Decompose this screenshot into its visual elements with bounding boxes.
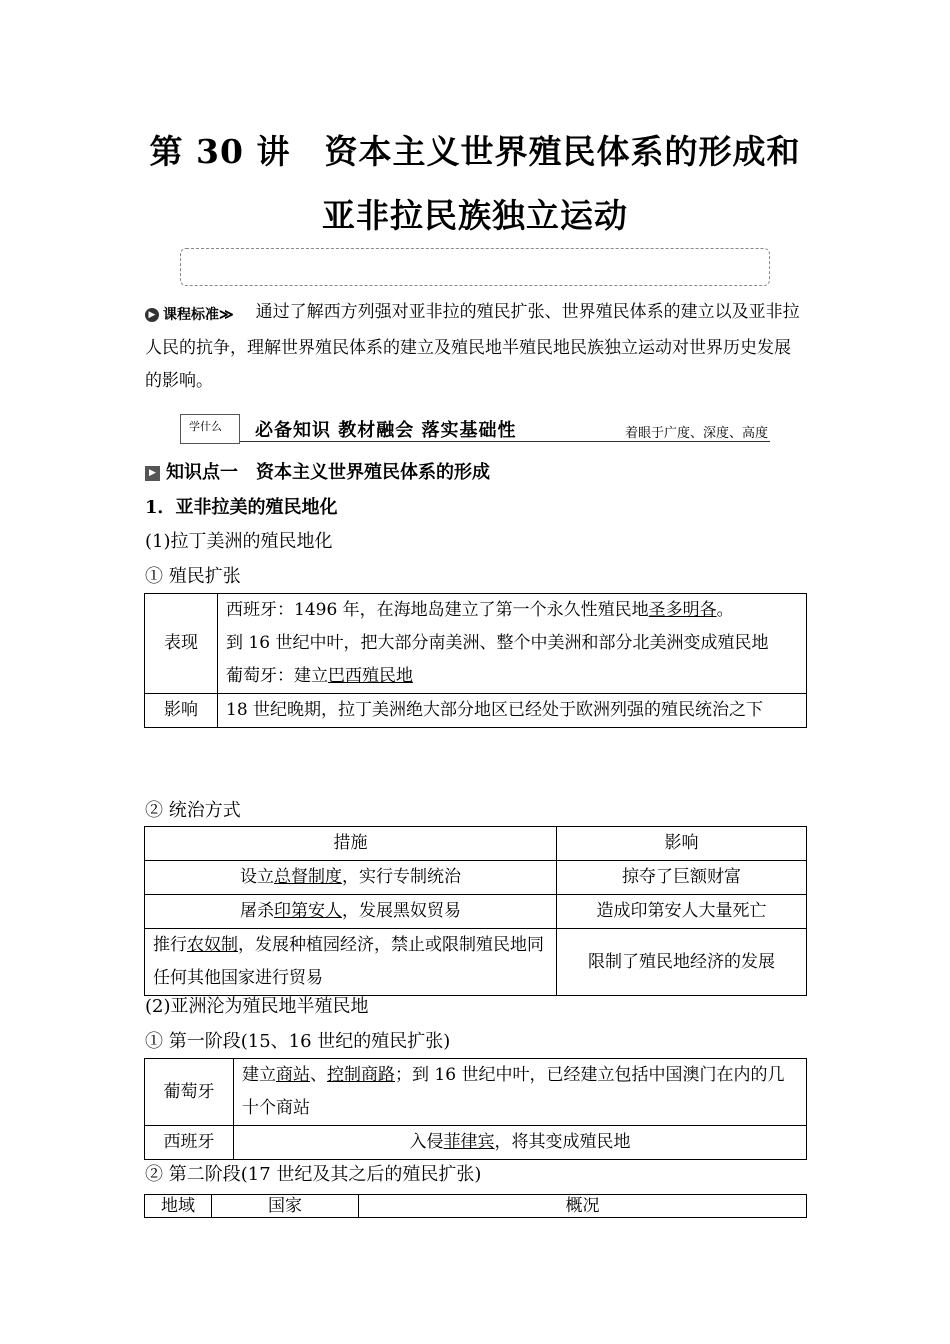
table-cell: 葡萄牙 [145, 1059, 234, 1126]
table-cell: 屠杀印第安人，发展黑奴贸易 [145, 895, 557, 929]
banner-divider [240, 441, 770, 442]
item-heading: ② 统治方式 [145, 800, 241, 821]
course-standard-badge: ▶ 课程标准 ≫ [145, 299, 234, 332]
item-heading: ① 第一阶段(15、16 世纪的殖民扩张) [145, 1031, 451, 1052]
table-cell: 建立商站、控制商路；到 16 世纪中叶，已经建立包括中国澳门在内的几十个商站 [234, 1059, 807, 1126]
banner-logo: 学什么 [180, 414, 240, 444]
item-heading: ② 第二阶段(17 世纪及其之后的殖民扩张) [145, 1164, 482, 1185]
table-header: 国家 [212, 1195, 359, 1218]
subsection-heading: (1)拉丁美洲的殖民地化 [145, 531, 333, 552]
table-header: 影响 [557, 827, 807, 861]
table-cell: 推行农奴制，发展种植园经济，禁止或限制殖民地同任何其他国家进行贸易 [145, 929, 557, 996]
colonial-expansion-table [144, 593, 807, 728]
table-cell: 影响 [145, 694, 218, 728]
table-row [145, 895, 807, 929]
table-row [145, 1195, 807, 1218]
table-row [145, 1059, 807, 1126]
second-stage-table [144, 1194, 807, 1218]
page-title-line2: 亚非拉民族独立运动 [322, 196, 628, 235]
dashed-box [180, 248, 770, 286]
table-cell: 18 世纪晚期，拉丁美洲绝大部分地区已经处于欧洲列强的殖民统治之下 [218, 694, 807, 728]
course-standard [145, 296, 807, 398]
table-header: 地域 [145, 1195, 212, 1218]
table-row [145, 929, 807, 996]
course-standard-text: 通过了解西方列强对亚非拉的殖民扩张、世界殖民体系的建立以及亚非拉人民的抗争，理解世界殖民体系的建立及殖民地半殖民地民族独立运动对世界历史发展的影响。 [145, 302, 800, 391]
table-row [145, 594, 807, 694]
section-banner [180, 414, 770, 444]
table-row [145, 1126, 807, 1160]
banner-heading: 必备知识 教材融会 落实基础性 [255, 420, 517, 441]
table-cell: 掠夺了巨额财富 [557, 861, 807, 895]
banner-subtitle: 着眼于广度、深度、高度 [624, 426, 768, 441]
first-stage-table [144, 1058, 807, 1160]
subsection-heading: (2)亚洲沦为殖民地半殖民地 [145, 996, 369, 1017]
table-row [145, 694, 807, 728]
rule-method-table [144, 826, 807, 996]
table-cell: 限制了殖民地经济的发展 [557, 929, 807, 996]
table-header: 概况 [359, 1195, 807, 1218]
table-cell: 西班牙 [145, 1126, 234, 1160]
table-cell: 造成印第安人大量死亡 [557, 895, 807, 929]
play-icon: ▶ [145, 308, 159, 322]
table-header: 措施 [145, 827, 557, 861]
table-cell: 表现 [145, 594, 218, 694]
play-icon: ▶ [145, 466, 160, 481]
table-cell: 西班牙：1496 年，在海地岛建立了第一个永久性殖民地圣多明各。 到 16 世纪中叶，把大部分南美洲、整个中美洲和部分北美洲变成殖民地 葡萄牙：建立巴西殖民地 [218, 594, 807, 694]
item-heading: ① 殖民扩张 [145, 566, 241, 587]
table-row [145, 861, 807, 895]
knowledge-point-heading: ▶ 知识点一 资本主义世界殖民体系的形成 [145, 458, 490, 484]
section-heading: 1．亚非拉美的殖民地化 [145, 497, 338, 518]
table-cell: 设立总督制度，实行专制统治 [145, 861, 557, 895]
table-cell: 入侵菲律宾，将其变成殖民地 [234, 1126, 807, 1160]
table-row [145, 827, 807, 861]
page-title-line1: 第 30 讲 资本主义世界殖民体系的形成和 [149, 132, 801, 171]
